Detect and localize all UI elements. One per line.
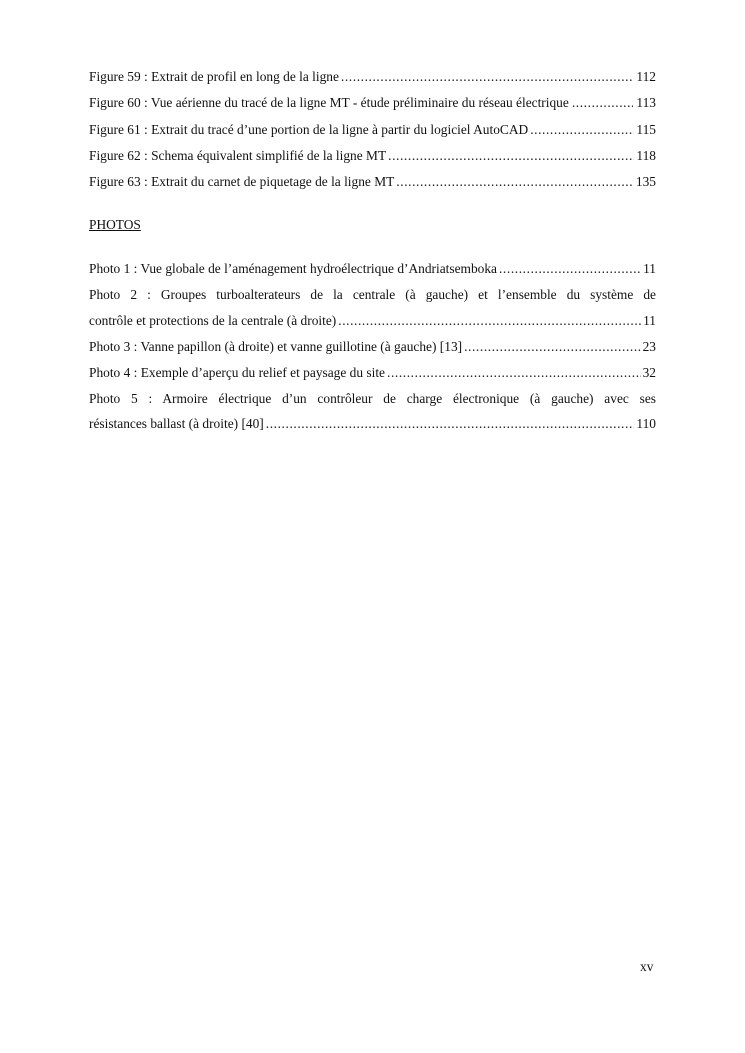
toc-entry-page: 110 xyxy=(636,416,656,431)
toc-entry-photo-3[interactable] xyxy=(89,337,656,357)
dot-leader xyxy=(388,146,634,166)
toc-entry-figure-62[interactable] xyxy=(89,146,656,166)
toc-entry-label: Photo 1 : Vue globale de l’aménagement hydroélectrique d’Andriatsemboka xyxy=(89,261,497,276)
section-heading-photos: PHOTOS xyxy=(89,217,141,232)
toc-entry-photo-2[interactable] xyxy=(89,311,656,331)
toc-entry-label: Figure 60 : Vue aérienne du tracé de la ligne MT - étude préliminaire du réseau électrique xyxy=(89,95,569,110)
toc-entry-photo-5-line1[interactable] xyxy=(89,389,656,409)
toc-entry-label-line1: Photo 5 : Armoire électrique d’un contrôleur de charge électronique (à gauche) avec ses xyxy=(89,391,656,406)
dot-leader xyxy=(499,259,641,279)
dot-leader xyxy=(266,414,635,434)
toc-entry-label: Figure 62 : Schema équivalent simplifié de la ligne MT xyxy=(89,148,387,163)
document-page xyxy=(89,0,656,1053)
toc-entry-photo-2-line1[interactable] xyxy=(89,285,656,305)
toc-entry-page: 112 xyxy=(636,69,656,84)
dot-leader xyxy=(341,67,635,87)
toc-entry-label: Photo 3 : Vanne papillon (à droite) et vanne guillotine (à gauche) [13] xyxy=(89,339,463,354)
dot-leader xyxy=(464,337,641,357)
toc-entry-label: Photo 4 : Exemple d’aperçu du relief et paysage du site xyxy=(89,365,385,380)
toc-entry-label: Figure 59 : Extrait de profil en long de la ligne xyxy=(89,69,339,84)
toc-entry-label: résistances ballast (à droite) [40] xyxy=(89,416,264,431)
toc-entry-label: Figure 61 : Extrait du tracé d’une portion de la ligne à partir du logiciel AutoCAD xyxy=(89,122,529,137)
toc-entry-label: contrôle et protections de la centrale (à droite) xyxy=(89,313,337,328)
toc-entry-page: 118 xyxy=(636,148,656,163)
toc-entry-photo-1[interactable] xyxy=(89,259,656,279)
toc-entry-label: Figure 63 : Extrait du carnet de piquetage de la ligne MT xyxy=(89,174,395,189)
toc-entry-photo-5[interactable] xyxy=(89,414,656,434)
toc-entry-figure-60[interactable] xyxy=(89,93,656,113)
toc-entry-page: 32 xyxy=(642,365,656,380)
dot-leader xyxy=(338,311,641,331)
toc-entry-label-line1: Photo 2 : Groupes turboalterateurs de la centrale (à gauche) et l’ensemble du système de xyxy=(89,287,656,302)
page-number: xv xyxy=(640,959,654,974)
toc-entry-photo-4[interactable] xyxy=(89,363,656,383)
toc-entry-figure-59[interactable] xyxy=(89,67,656,87)
toc-entry-page: 23 xyxy=(642,339,656,354)
toc-entry-figure-63[interactable] xyxy=(89,172,656,192)
toc-entry-page: 11 xyxy=(643,313,656,328)
toc-entry-page: 113 xyxy=(636,95,656,110)
toc-entry-page: 11 xyxy=(643,261,656,276)
dot-leader xyxy=(572,93,634,113)
toc-entry-page: 115 xyxy=(636,122,656,137)
toc-entry-page: 135 xyxy=(635,174,656,189)
toc-entry-figure-61[interactable] xyxy=(89,120,656,140)
dot-leader xyxy=(530,120,634,140)
dot-leader xyxy=(387,363,641,383)
dot-leader xyxy=(396,172,634,192)
